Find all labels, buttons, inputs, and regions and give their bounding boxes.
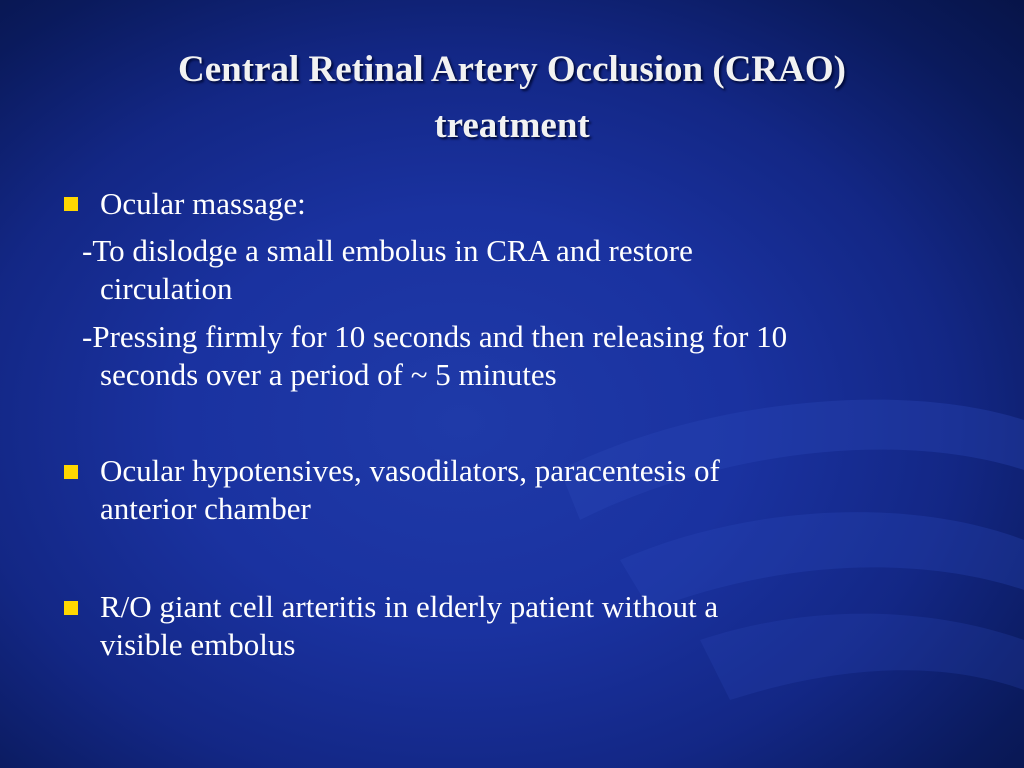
slide-title-line-1: Central Retinal Artery Occlusion (CRAO) <box>178 49 846 90</box>
subpoint-line: seconds over a period of ~ 5 minutes <box>100 357 557 392</box>
bullet-marker-icon <box>64 465 78 479</box>
bullet-1-heading: Ocular massage: <box>100 186 306 221</box>
bullet-1-subpoint-1 <box>82 232 693 308</box>
bullet-1-subpoint-2 <box>82 318 787 394</box>
subpoint-line: -To dislodge a small embolus in CRA and restore <box>82 233 693 268</box>
slide-title-line-2: treatment <box>434 105 590 146</box>
bullet-2: Ocular hypotensives, vasodilators, paracentesis of anterior chamber <box>100 453 720 526</box>
bullet-marker-icon <box>64 601 78 615</box>
subpoint-line: -Pressing firmly for 10 seconds and then releasing for 10 <box>82 319 788 354</box>
bullet-marker-icon <box>64 197 78 211</box>
bullet-3: R/O giant cell arteritis in elderly patient without a visible embolus <box>100 589 719 662</box>
subpoint-line: circulation <box>100 271 233 306</box>
